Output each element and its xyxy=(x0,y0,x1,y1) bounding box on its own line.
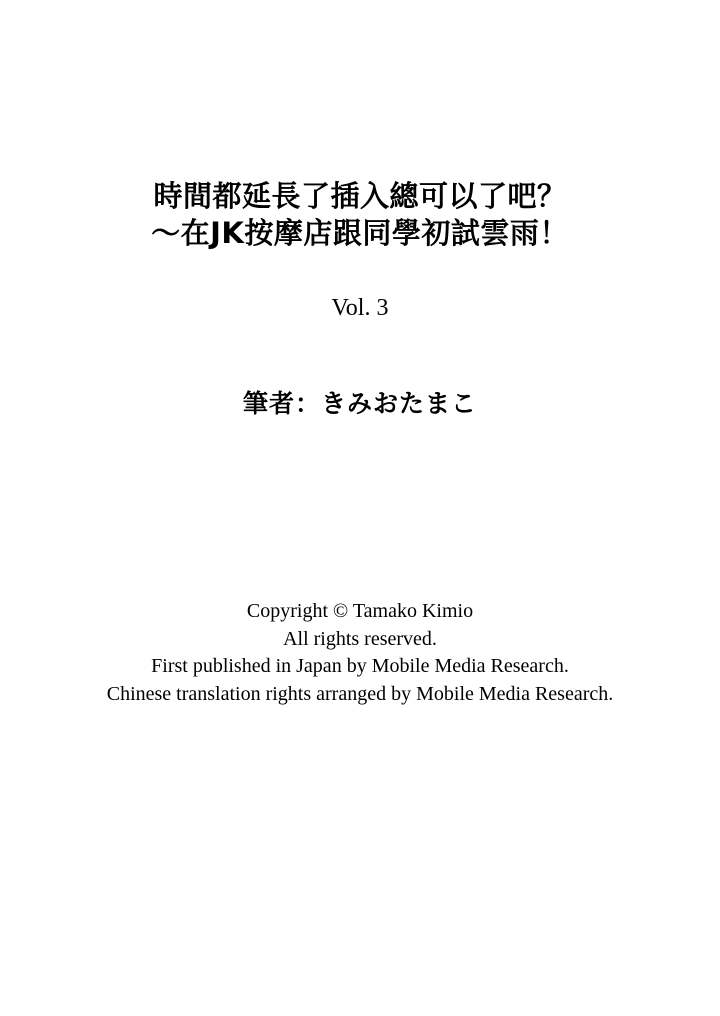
title-line-2: ～在JK按摩店跟同學初試雲雨！ xyxy=(151,216,569,250)
title-line-1: 時間都延長了插入總可以了吧？ xyxy=(153,179,567,213)
copyright-line-2: All rights reserved. xyxy=(283,627,437,650)
copyright-line-3: First published in Japan by Mobile Media Research. xyxy=(151,655,569,677)
title-block xyxy=(0,178,720,252)
author-label: 筆者：きみおたまこ xyxy=(242,389,477,418)
copyright-line-1: Copyright © Tamako Kimio xyxy=(246,600,474,622)
copyright-block xyxy=(0,598,720,708)
copyright-line-4: Chinese translation rights arranged by Mobile Media Research. xyxy=(106,682,614,705)
volume-label: Vol. 3 xyxy=(331,295,389,321)
